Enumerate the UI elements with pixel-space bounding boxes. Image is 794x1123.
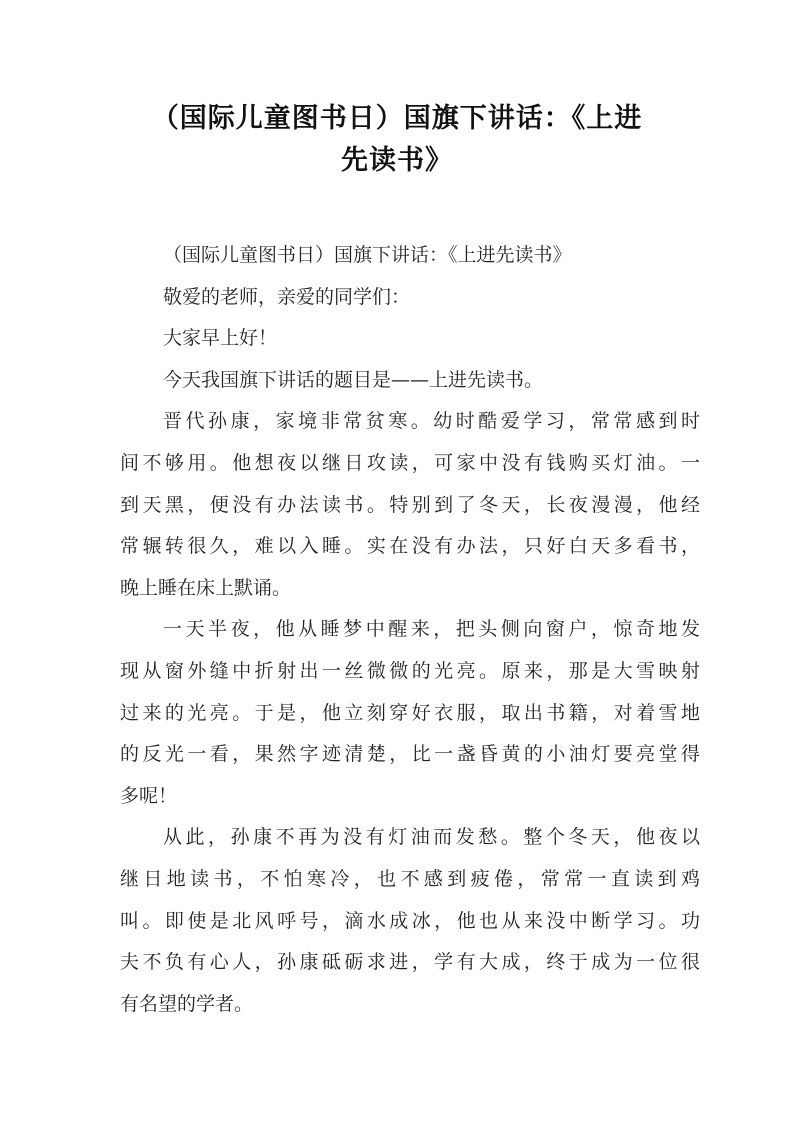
paragraph-line: 敬爱的老师，亲爱的同学们： xyxy=(163,285,411,308)
paragraph-line: 晚上睡在床上默诵。 xyxy=(120,576,292,599)
paragraph-line: 常辗转很久，难以入睡。实在没有办法，只好白天多看书， xyxy=(120,535,700,558)
paragraph-line: 到天黑，便没有办法读书。特别到了冬天，长夜漫漫，他经 xyxy=(120,493,700,516)
title-line: 先读书》 xyxy=(341,145,453,176)
paragraph-line: 继日地读书，不怕寒冷，也不感到疲倦，常常一直读到鸡 xyxy=(120,867,700,890)
paragraph-line: 多呢！ xyxy=(120,784,178,807)
title-line: （国际儿童图书日）国旗下讲话：《上进 xyxy=(151,103,643,134)
paragraph-line: 现从窗外缝中折射出一丝微微的光亮。原来，那是大雪映射 xyxy=(120,659,700,682)
paragraph-line: 夫不负有心人，孙康砥砺求进，学有大成，终于成为一位很 xyxy=(120,951,700,974)
paragraph xyxy=(120,401,700,609)
paragraph-line: 晋代孙康，家境非常贫寒。幼时酷爱学习，常常感到时 xyxy=(163,410,700,433)
paragraph-line: 的反光一看，果然字迹清楚，比一盏昏黄的小油灯要亮堂得 xyxy=(120,743,700,766)
document-body xyxy=(120,235,700,1025)
paragraph-line: 叫。即使是北风呼号，滴水成冰，他也从来没中断学习。功 xyxy=(120,909,700,932)
paragraph-line: 间不够用。他想夜以继日攻读，可家中没有钱购买灯油。一 xyxy=(120,451,700,474)
paragraph-line: 今天我国旗下讲话的题目是——上进先读书。 xyxy=(163,368,544,391)
paragraph xyxy=(120,817,700,1025)
paragraph-line: 过来的光亮。于是，他立刻穿好衣服，取出书籍，对着雪地 xyxy=(120,701,700,724)
paragraph-line: （国际儿童图书日）国旗下讲话：《上进先读书》 xyxy=(163,244,572,266)
paragraph xyxy=(120,318,700,360)
paragraph xyxy=(120,277,700,319)
document-title xyxy=(100,98,694,182)
paragraph xyxy=(120,235,700,277)
paragraph-line: 一天半夜，他从睡梦中醒来，把头侧向窗户，惊奇地发 xyxy=(163,618,700,641)
paragraph-line: 大家早上好！ xyxy=(163,327,278,350)
paragraph-line: 从此，孙康不再为没有灯油而发愁。整个冬天，他夜以 xyxy=(163,826,700,849)
paragraph-line: 有名望的学者。 xyxy=(120,992,254,1015)
paragraph xyxy=(120,360,700,402)
paragraph xyxy=(120,609,700,817)
